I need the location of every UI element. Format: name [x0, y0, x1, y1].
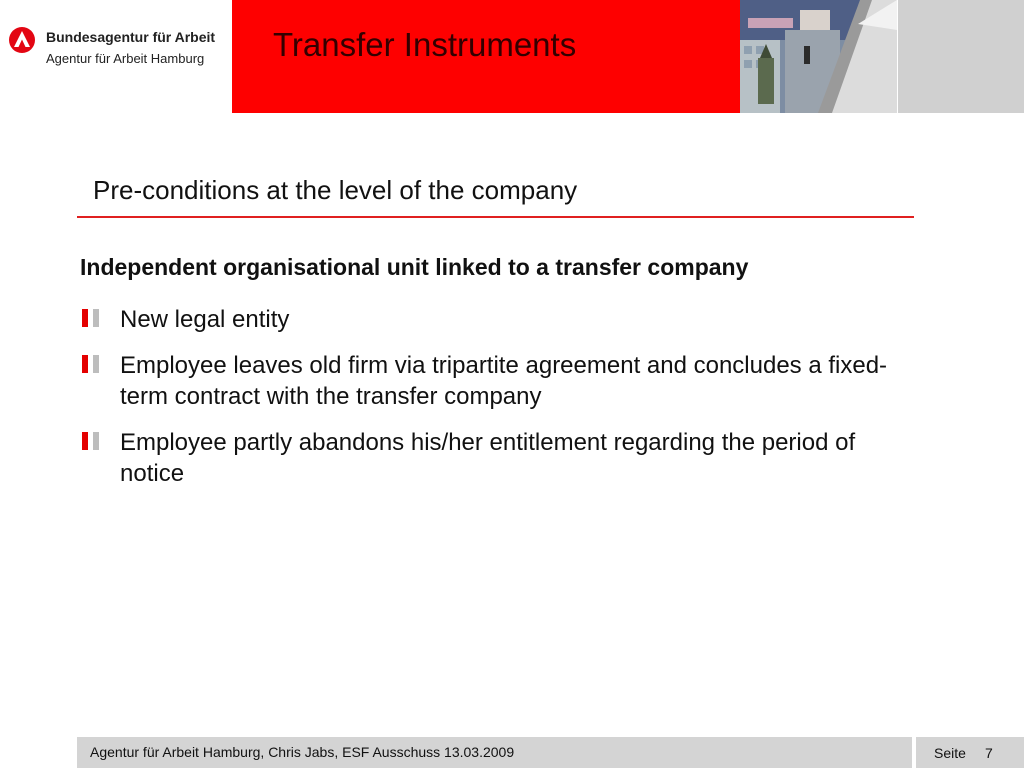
- logo-title: Bundesagentur für Arbeit: [46, 29, 216, 45]
- section-subtitle: Pre-conditions at the level of the company: [93, 175, 578, 205]
- bullet-list: [80, 304, 910, 504]
- logo-subtitle: Agentur für Arbeit Hamburg: [46, 51, 205, 66]
- page-label: Seite: [934, 745, 966, 761]
- bullet-text: Employee partly abandons his/her entitlement regarding the period of notice: [120, 429, 856, 487]
- lead-heading: Independent organisational unit linked to a transfer company: [80, 254, 749, 280]
- bullet-icon: [82, 355, 100, 373]
- header-photo-image: [740, 0, 897, 113]
- footer-text: Agentur für Arbeit Hamburg, Chris Jabs, ESF Ausschuss 13.03.2009: [90, 744, 515, 760]
- subtitle-divider: [77, 216, 914, 218]
- bullet-icon: [82, 432, 100, 450]
- logo-area: [0, 0, 232, 113]
- list-item: [80, 427, 910, 489]
- header-grey-box: [898, 0, 1024, 113]
- bullet-icon: [82, 309, 100, 327]
- page-number: 7: [985, 745, 993, 761]
- agency-logo-icon: [8, 26, 36, 54]
- bullet-text: New legal entity: [120, 306, 290, 333]
- footer-page-box: [916, 737, 1024, 768]
- list-item: [80, 350, 910, 412]
- title-band: [232, 0, 740, 113]
- bullet-text: Employee leaves old firm via tripartite agreement and concludes a fixed-term contract with the transfer company: [120, 352, 888, 410]
- list-item: [80, 304, 910, 335]
- footer-bar: [77, 737, 912, 768]
- slide-title: Transfer Instruments: [273, 26, 577, 63]
- header-photo: [740, 0, 897, 113]
